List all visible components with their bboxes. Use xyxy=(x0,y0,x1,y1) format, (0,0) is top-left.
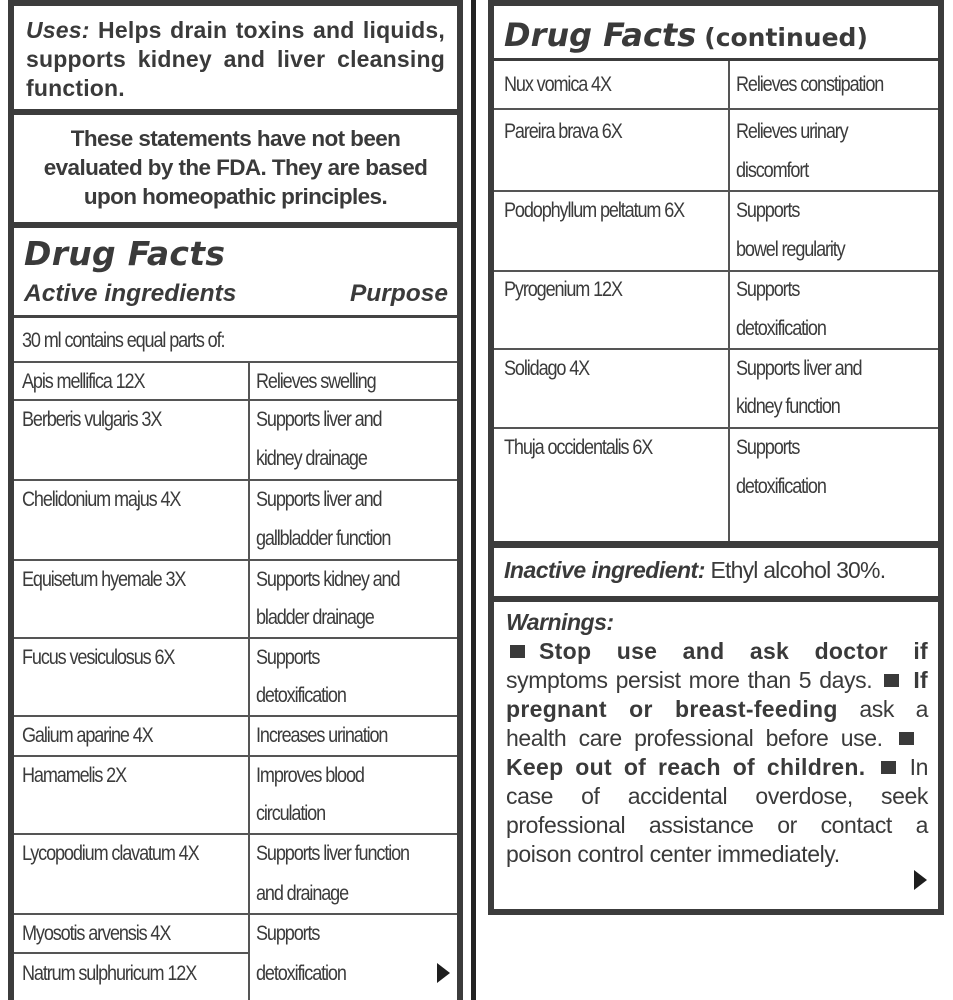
warning-text: ask a health care professional before use. xyxy=(506,696,928,751)
drug-facts-title: Drug Facts xyxy=(504,16,697,54)
drug-facts-continued-title xyxy=(504,16,868,54)
purpose-cell: Supports liver and xyxy=(256,408,382,431)
ingredient-cell: Lycopodium clavatum 4X xyxy=(22,842,199,865)
purpose-cell: gallbladder function xyxy=(256,527,391,550)
continued-label: (continued) xyxy=(704,23,868,52)
warnings-section xyxy=(488,597,944,915)
ingredient-cell: Nux vomica 4X xyxy=(504,73,611,96)
purpose-cell: kidney drainage xyxy=(256,447,367,470)
ingredient-cell: Chelidonium majus 4X xyxy=(22,488,181,511)
ingredient-cell: Natrum sulphuricum 12X xyxy=(22,962,197,985)
ingredient-cell: Thuja occidentalis 6X xyxy=(504,436,653,459)
square-bullet-icon xyxy=(899,732,914,745)
purpose-cell: Supports xyxy=(736,278,800,301)
ingredient-cell: Berberis vulgaris 3X xyxy=(22,408,162,431)
inactive-ingredient-label: Inactive ingredient: xyxy=(504,557,705,583)
column-divider xyxy=(248,362,250,1000)
ingredient-cell: Apis mellifica 12X xyxy=(22,370,145,393)
inactive-ingredient-value: Ethyl alcohol 30%. xyxy=(704,557,886,583)
purpose-cell: Supports liver and xyxy=(256,488,382,511)
ingredient-cell: Pyrogenium 12X xyxy=(504,278,622,301)
uses-label: Uses: xyxy=(26,17,90,43)
fda-disclaimer-section xyxy=(14,115,457,228)
row-divider xyxy=(494,108,938,110)
column-divider xyxy=(728,61,730,541)
uses-text xyxy=(26,16,445,103)
square-bullet-icon xyxy=(510,645,525,658)
warnings-text xyxy=(506,608,928,869)
ingredient-cell: Podophyllum peltatum 6X xyxy=(504,199,685,222)
square-bullet-icon xyxy=(881,761,896,774)
continue-arrow-icon xyxy=(437,963,450,983)
inactive-ingredient-section xyxy=(488,542,944,602)
purpose-cell: Supports liver function xyxy=(256,842,409,865)
purpose-cell: Supports xyxy=(736,199,800,222)
square-bullet-icon xyxy=(884,674,899,687)
purpose-cell: bladder drainage xyxy=(256,606,374,629)
ingredient-cell: Hamamelis 2X xyxy=(22,764,127,787)
purpose-cell: discomfort xyxy=(736,159,809,182)
active-ingredients-header: Active ingredients xyxy=(24,280,237,307)
purpose-cell: Supports kidney and xyxy=(256,568,400,591)
purpose-cell: detoxification xyxy=(736,317,826,340)
ingredient-cell: Equisetum hyemale 3X xyxy=(22,568,186,591)
purpose-cell: Supports xyxy=(736,436,800,459)
purpose-header: Purpose xyxy=(349,280,448,307)
purpose-cell: Supports liver and xyxy=(736,357,862,380)
warning-bold: If pregnant or breast-feeding xyxy=(506,667,928,722)
drug-facts-continued-table xyxy=(488,58,944,547)
purpose-cell: Relieves swelling xyxy=(256,370,376,393)
drug-facts-section xyxy=(14,228,457,1000)
warnings-title: Warnings: xyxy=(506,609,614,635)
warning-text: symptoms persist more than 5 days. xyxy=(506,667,873,693)
ingredient-cell: Fucus vesiculosus 6X xyxy=(22,646,175,669)
purpose-cell: Increases urination xyxy=(256,724,388,747)
purpose-cell: Relieves constipation xyxy=(736,73,884,96)
purpose-cell: bowel regularity xyxy=(736,238,845,261)
purpose-cell: detoxification xyxy=(256,684,346,707)
uses-section xyxy=(14,6,457,115)
purpose-cell: kidney function xyxy=(736,395,840,418)
warning-bold: Stop use and ask doctor if xyxy=(539,638,928,664)
inactive-ingredient-text xyxy=(504,557,885,584)
warning-text: In case of accidental overdose, seek professional assistance or contact a poison control center immediately. xyxy=(506,754,928,867)
ingredient-cell: Pareira brava 6X xyxy=(504,120,622,143)
ingredient-cell: Galium aparine 4X xyxy=(22,724,153,747)
warning-bold: Keep out of reach of children. xyxy=(506,754,866,780)
purpose-cell: detoxification xyxy=(256,962,346,985)
purpose-cell: and drainage xyxy=(256,882,349,905)
purpose-cell: Supports xyxy=(256,646,320,669)
ingredient-cell: Myosotis arvensis 4X xyxy=(22,922,171,945)
purpose-cell: detoxification xyxy=(736,475,826,498)
panel-separator xyxy=(471,0,476,1000)
header-divider xyxy=(14,315,457,318)
ingredient-cell: Solidago 4X xyxy=(504,357,590,380)
purpose-cell: Relieves urinary xyxy=(736,120,848,143)
uses-body: Helps drain toxins and liquids, supports kidney and liver cleansing function. xyxy=(26,17,445,101)
drug-facts-column-headers xyxy=(24,280,448,308)
purpose-cell: Supports xyxy=(256,922,320,945)
purpose-cell: Improves blood xyxy=(256,764,364,787)
purpose-cell: circulation xyxy=(256,802,326,825)
drug-facts-continued-header xyxy=(488,0,944,64)
drug-facts-title: Drug Facts xyxy=(24,234,226,273)
fda-disclaimer-text: These statements have not been evaluated by the FDA. They are based upon homeopathic principles. xyxy=(43,126,428,209)
continue-arrow-icon xyxy=(914,870,927,890)
intro-text: 30 ml contains equal parts of: xyxy=(22,329,225,352)
left-label-panel xyxy=(8,0,463,1000)
